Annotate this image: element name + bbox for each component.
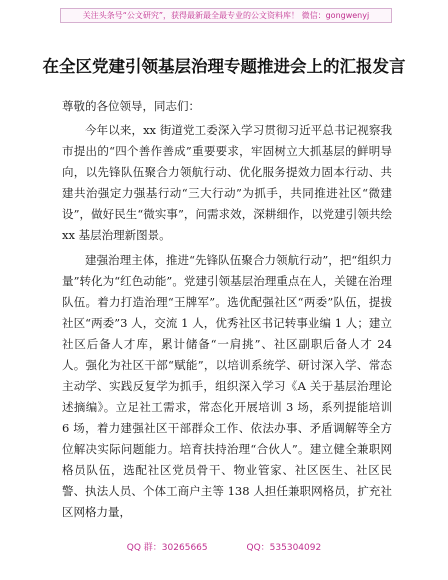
- salutation: 尊敬的各位领导，同志们：: [62, 99, 200, 113]
- document-title: 在全区党建引领基层治理专题推进会上的汇报发言: [42, 57, 406, 76]
- qq-group-text: QQ 群：30265665: [126, 543, 208, 553]
- document-body: [62, 120, 392, 527]
- footer-contact: [0, 541, 448, 555]
- qq-number-text: QQ：535304092: [246, 543, 322, 553]
- paragraph: 今年以来，xx 街道党工委深入学习贯彻习近平总书记视察我市提出的“四个善作善成”重要要求，牢固树立大抓基层的鲜明导向，以先锋队伍聚合力领航行动、优化服务提效力固本行动、共建共治强定力强基行动“三大行动”为抓手，共同推进社区“微建设”，做好民生“微实事”，问需求效，深耕细作，以党建引领共绘 xx 基层治理新图景。: [62, 123, 392, 242]
- paragraph: 建强治理主体，推进“先锋队伍聚合力领航行动”，把“组织力量”转化为“红色动能”。党建引领基层治理重点在人，关键在治理队伍。着力打造治理“王牌军”。选优配强社区“两委”队伍，提拔社区“两委”3 人，交流 1 人，优秀社区书记转事业编 1 人；建立社区后备人才库，累计储备“一肩挑”、社区副职后备人才 24 人。强化为社区干部“赋能”，以培训系统学、研讨深入学、常态主动学、实践反复学为抓手，组织深入学习《A 关于基层治理论述摘编》。立足社工需求，常态化开展培训 3 场，系列提能培训 6 场，着力建强社区干部群众工作、依法办事、矛盾调解等全方位解决实际问题能力。培育扶持治理“合伙人”。建立健全兼职网格员队伍，选配社区党员骨干、物业管家、社区医生、社区民警、执法人员、个体工商户主等 138 人担任兼职网格员，扩充社区网格力量，: [62, 253, 392, 519]
- top-banner: 关注头条号“公文研究”，获得最新最全最专业的公文资料库！ 微信：gongwenyj: [60, 8, 392, 23]
